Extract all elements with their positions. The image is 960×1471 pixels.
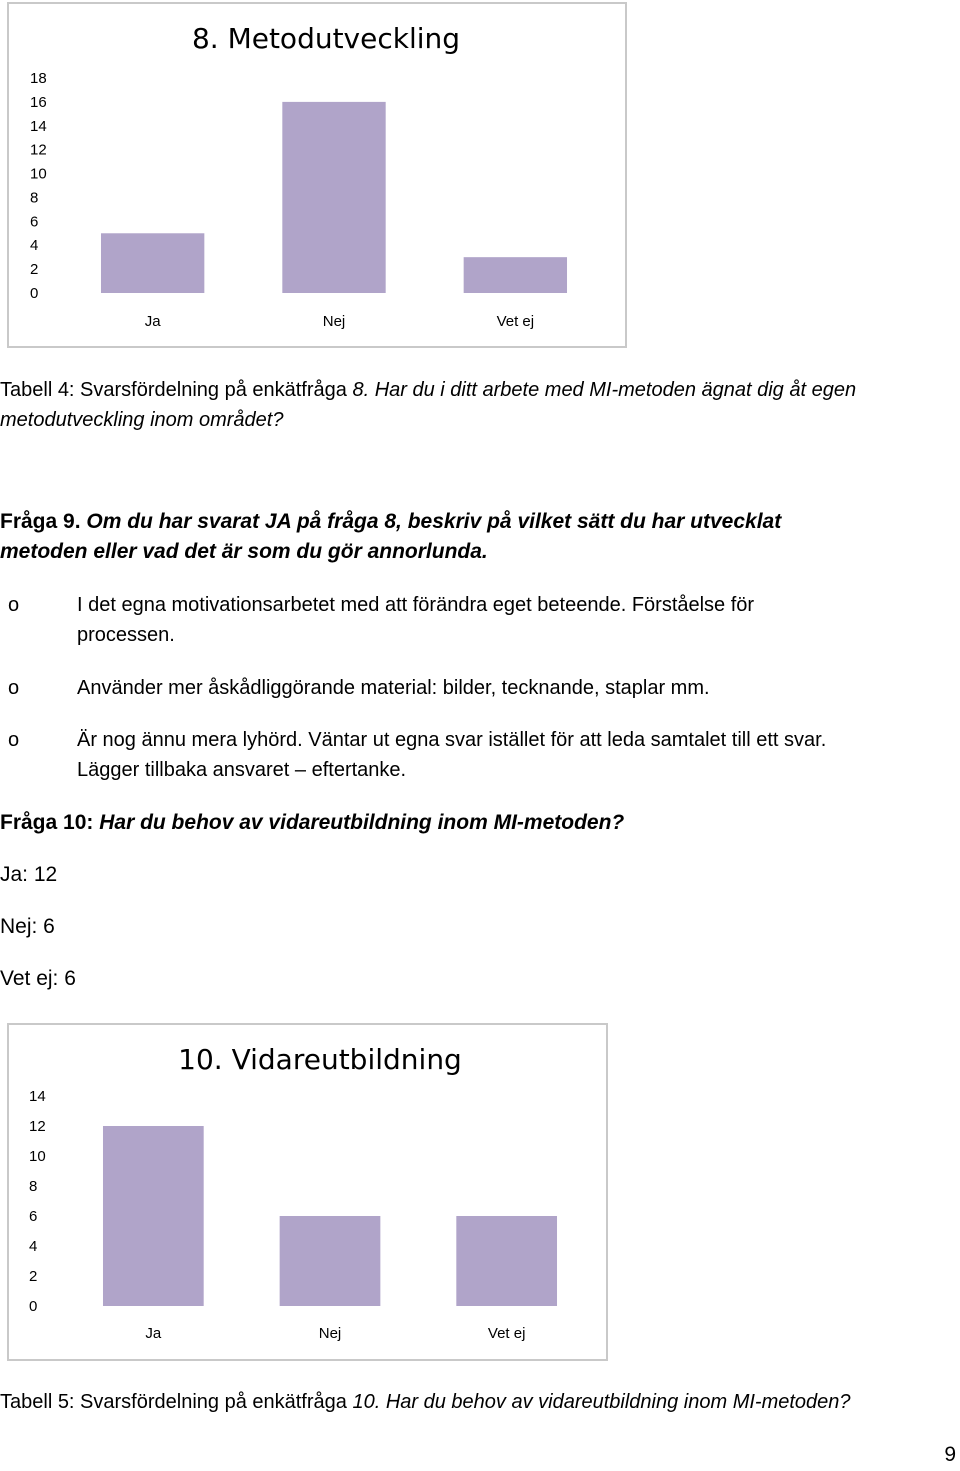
bar-vet-ej (464, 257, 567, 293)
caption-question: 10. Har du behov av vidareutbildning inom MI-metoden? (352, 1391, 851, 1413)
question-label: Fråga 9. (0, 510, 87, 533)
bar-nej (282, 102, 385, 293)
page-number: 9 (944, 1443, 956, 1466)
y-tick-label: 12 (29, 1118, 46, 1135)
x-tick-label: Nej (318, 1325, 342, 1342)
x-tick-label: Nej (322, 313, 346, 330)
question-text: Har du behov av vidareutbildning inom MI-metoden? (99, 811, 625, 834)
question-text-cont: metoden eller vad det är som du gör annorlunda. (0, 540, 488, 563)
result-nej: Nej: 6 (0, 915, 55, 938)
list-item-cont: Lägger tillbaka ansvaret – eftertanke. (77, 759, 407, 781)
bar-ja (101, 233, 204, 293)
y-tick-label: 10 (30, 165, 47, 183)
caption-question: 8. Har du i ditt arbete med MI-metoden ägnat dig åt egen (352, 379, 857, 401)
caption-question-cont: metodutveckling inom området? (0, 409, 284, 431)
question-9 (0, 510, 781, 534)
chart-metodutveckling (7, 2, 627, 348)
y-tick-label: 12 (30, 141, 47, 159)
bar-ja (103, 1126, 204, 1306)
y-tick-label: 0 (29, 1298, 38, 1315)
y-tick-label: 4 (30, 237, 39, 255)
y-tick-label: 16 (30, 93, 47, 111)
question-text: Om du har svarat JA på fråga 8, beskriv på vilket sätt du har utvecklat (86, 510, 782, 533)
y-tick-label: 4 (29, 1238, 38, 1255)
y-tick-label: 14 (30, 117, 47, 135)
bullet-icon: o (8, 594, 20, 616)
y-tick-label: 18 (30, 70, 47, 87)
list-item: I det egna motivationsarbetet med att förändra eget beteende. Förståelse för (77, 594, 755, 616)
chart-title: 10. Vidareutbildning (178, 1043, 462, 1076)
chart-metodutveckling-svg (9, 4, 629, 350)
result-ja: Ja: 12 (0, 863, 58, 886)
x-tick-label: Ja (144, 313, 161, 330)
table-caption-4 (0, 379, 856, 402)
y-tick-label: 8 (30, 189, 39, 207)
table-caption-4-line2 (0, 409, 283, 432)
y-tick-label: 2 (30, 261, 39, 279)
x-tick-label: Vet ej (496, 313, 535, 330)
y-tick-label: 14 (29, 1088, 46, 1105)
x-tick-label: Ja (145, 1325, 162, 1342)
chart-vidareutbildning-svg (9, 1025, 610, 1363)
caption-prefix: Tabell 5: Svarsfördelning på enkätfråga (0, 1391, 353, 1413)
bullet-icon: o (8, 677, 20, 699)
question-9-line2 (0, 540, 488, 564)
list-item: Är nog ännu mera lyhörd. Väntar ut egna svar istället för att leda samtalet till ett svar. (77, 729, 827, 751)
y-tick-label: 6 (30, 213, 39, 231)
table-caption-5 (0, 1391, 851, 1414)
y-tick-label: 10 (29, 1148, 46, 1165)
question-label: Fråga 10: (0, 811, 100, 834)
y-tick-label: 0 (30, 285, 39, 302)
y-tick-label: 6 (29, 1208, 38, 1225)
x-tick-label: Vet ej (487, 1325, 526, 1342)
bar-vet-ej (456, 1216, 557, 1306)
bullet-icon: o (8, 729, 20, 751)
list-item-cont: processen. (77, 624, 175, 646)
chart-title: 8. Metodutveckling (191, 22, 461, 55)
result-vet-ej: Vet ej: 6 (0, 967, 76, 990)
y-tick-label: 2 (29, 1268, 38, 1285)
chart-vidareutbildning (7, 1023, 608, 1361)
caption-prefix: Tabell 4: Svarsfördelning på enkätfråga (0, 379, 353, 401)
y-tick-label: 8 (29, 1178, 38, 1195)
list-item: Använder mer åskådliggörande material: bilder, tecknande, staplar mm. (77, 677, 710, 699)
question-10 (0, 811, 624, 835)
bar-nej (280, 1216, 381, 1306)
